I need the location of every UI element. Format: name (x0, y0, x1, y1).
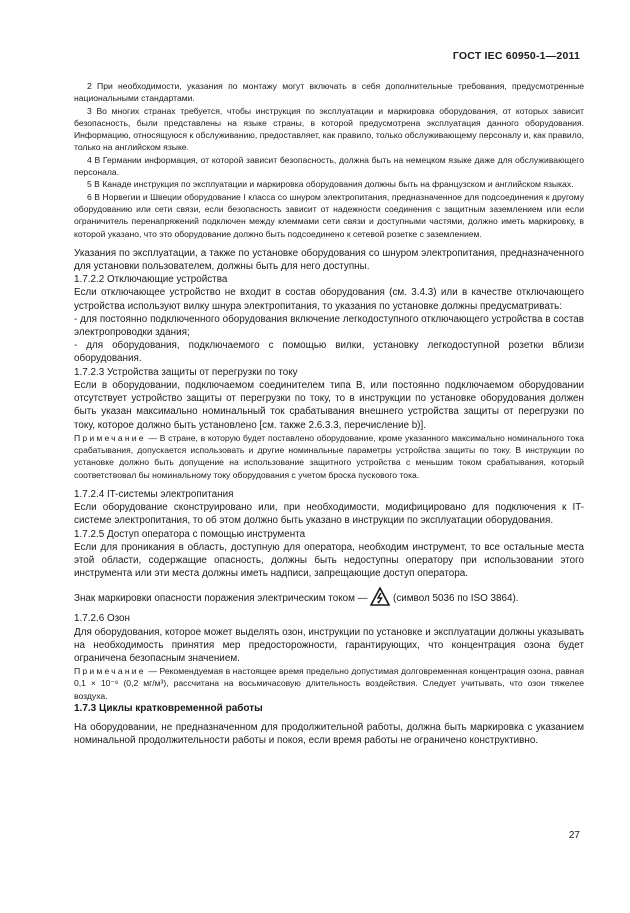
shock-text-after: (символ 5036 по ISO 3864). (393, 593, 519, 605)
note-label: Примечание (74, 432, 146, 443)
section-1-7-2-2: 1.7.2.2 Отключающие устройства (74, 274, 228, 286)
section-1-7-2-5: 1.7.2.5 Доступ оператора с помощью инструмента (74, 528, 306, 540)
section-1-7-2-3: 1.7.2.3 Устройства защиты от перегрузки по току (74, 366, 298, 378)
note-6: 6 В Норвегии и Швеции оборудование I класса со шнуром электропитания, предназначенное для подсоединения к другому оборудованию или сети связи, если безопасность зависит от надежности соединения с защитным заземлением или если ограничитель перенапряжений подключен между клеммами сети связи и доступными частями, должно иметь маркировку, в которой указано, что это оборудование должно быть подсоединено к сетевой розетке с заземлением. (74, 191, 584, 239)
paragraph-ozone: Для оборудования, которое может выделять озон, инструкции по установке и эксплуатации должны указывать на необходимость принятия мер предосторожности, гарантирующих, что концентрация озона будет ограничена безопасным значением. (74, 626, 584, 664)
note-label: Примечание (74, 666, 146, 677)
section-heading-1-7-3: 1.7.3 Циклы кратковременной работы (74, 703, 263, 715)
note-3: 3 Во многих странах требуется, чтобы инструкция по эксплуатации и маркировка оборудования, от которых зависит безопасность, были представлены на языке страны, в которой предусмотрена эксплуатация данного оборудования. Информацию, относящуюся к обслуживанию, предоставляет, как правило, только обслуживающему персоналу и, как правило, только на английском языке. (74, 105, 584, 153)
page-content (74, 80, 584, 747)
list-item-permanent: - для постоянно подключенного оборудования включение легкодоступного отключающего устройства в состав электропроводки здания; (74, 313, 584, 339)
paragraph-tool-access: Если для проникания в область, доступную для оператора, необходим инструмент, то все остальные места этой области, содержащие опасность, должны быть недоступны оператору при использовании этого инструмента или эти места должны иметь надписи, запрещающие доступ оператора. (74, 541, 584, 580)
note-ozone (74, 665, 584, 702)
paragraph-short-time-operation: На оборудовании, не предназначенном для продолжительной работы, должна быть маркировка с указанием номинальной продолжительности работы и покоя, если время работы не ограничено конструктивно. (74, 722, 584, 747)
paragraph-it-systems: Если оборудование сконструировано или, при необходимости, модифицировано для подключения к IT-системе электропитания, то об этом должно быть указано в инструкции по эксплуатации оборудования. (74, 502, 584, 527)
note-4: 4 В Германии информация, от которой зависит безопасность, должна быть на немецком языке даже для обслуживающего персонала. (74, 154, 584, 178)
section-1-7-2-4: 1.7.2.4 IT-системы электропитания (74, 488, 234, 500)
page-number: 27 (568, 830, 580, 841)
list-item-plug: - для оборудования, подключаемого с помощью вилки, установку легкодоступной розетки вблизи оборудования. (74, 340, 584, 365)
shock-text-before: Знак маркировки опасности поражения электрическим током — (74, 593, 368, 605)
paragraph-overcurrent: Если в оборудовании, подключаемом соединителем типа В, или постоянно подключаемом оборудовании отсутствует устройство защиты от перегрузки по току, то в инструкции по установке оборудования должен быть указан максимально номинальный ток срабатывания внешнего устройства защиты от перегрузки по току, которое должно быть установлено [см. также 2.6.3.3, перечисление b)]. (74, 379, 584, 431)
note-text: — В стране, в которую будет поставлено оборудование, кроме указанного максимально номинального тока срабатывания, допускается использовать и другие номинальные параметры устройства защиты по току. В инструкции по установке должно быть допущение на использование защитного устройства с меньшим током срабатывания, который соответствовал бы номинальному току оборудования с учетом броска пускового тока. (74, 432, 584, 480)
electric-shock-warning-icon (370, 587, 390, 607)
paragraph-instructions: Указания по эксплуатации, а также по установке оборудования со шнуром электропитания, предназначенного для установки пользователем, должны быть для него доступны. (74, 247, 584, 273)
section-1-7-2-6: 1.7.2.6 Озон (74, 613, 130, 625)
paragraph-disconnect: Если отключающее устройство не входит в состав оборудования (см. 3.4.3) или в качестве отключающего устройства используют вилку шнура электропитания, то указания по установке должны предусматривать: (74, 287, 584, 312)
standard-header: ГОСТ IEC 60950-1—2011 (452, 50, 580, 62)
note-text: — Рекомендуемая в настоящее время предельно допустимая долговременная концентрация озона, равная 0,1 × 10⁻⁶ (0,2 мг/м³), рассчитана на восьмичасовую длительность воздействия. Следует учитывать, что озон тяжелее воздуха. (74, 666, 584, 701)
note-5: 5 В Канаде инструкция по эксплуатации и маркировка оборудования должны быть на французском и английском языках. (87, 179, 574, 190)
note-2: 2 При необходимости, указания по монтажу могут включать в себя дополнительные требования, предусмотренные национальными стандартами. (74, 81, 584, 104)
note-overcurrent (74, 432, 584, 481)
paragraph-shock-symbol (74, 587, 584, 607)
